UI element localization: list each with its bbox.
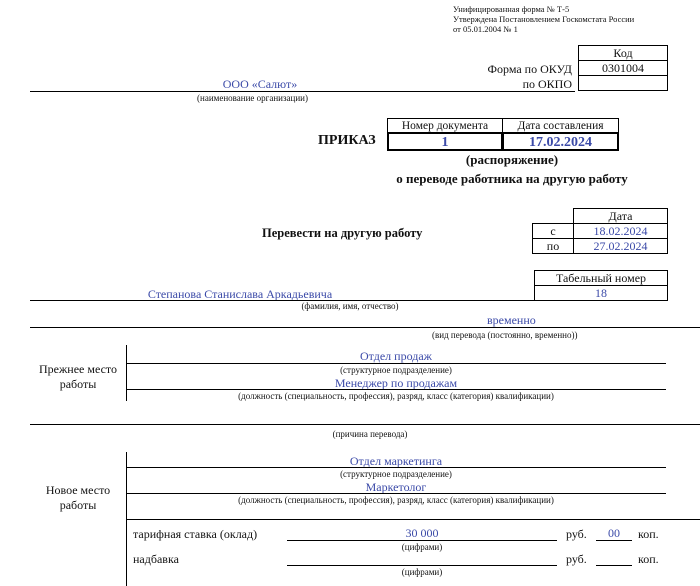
new-department-caption: (структурное подразделение) (340, 469, 452, 479)
okud-label: Форма по ОКУД (487, 62, 572, 76)
doc-date-value[interactable]: 17.02.2024 (502, 132, 619, 151)
form-header-line2: Утверждена Постановлением Госкомстата России (453, 14, 635, 24)
bonus-label: надбавка (133, 552, 179, 566)
transfer-label: Перевести на другую работу (262, 226, 423, 240)
organization-line (30, 91, 575, 92)
order-subtitle2: о переводе работника на другую работу (396, 171, 628, 186)
form-header-line1: Унифицированная форма № Т-5 (453, 4, 570, 14)
new-label-line1: Новое место (45, 483, 111, 497)
bonus-kop-line[interactable] (596, 565, 632, 566)
organization-caption: (наименование организации) (197, 93, 308, 103)
bonus-line[interactable] (287, 565, 557, 566)
form-header-line3: от 05.01.2004 № 1 (453, 24, 518, 34)
new-position-line (126, 493, 666, 494)
previous-label-line1: Прежнее место (39, 362, 117, 376)
doc-number-header: Номер документа (387, 118, 503, 133)
previous-label-line2: работы (59, 377, 97, 391)
from-date[interactable]: 18.02.2024 (573, 223, 668, 239)
transfer-type-value[interactable]: временно (487, 313, 536, 327)
doc-number-value[interactable]: 1 (387, 132, 503, 151)
rate-caption: (цифрами) (401, 542, 443, 552)
previous-workplace-label (30, 362, 126, 392)
code-header-cell: Код (578, 45, 668, 61)
tab-number-value[interactable]: 18 (534, 285, 668, 301)
date-header: Дата (573, 208, 668, 224)
rate-kop-value[interactable]: 00 (608, 526, 620, 540)
bonus-kop-label: коп. (638, 552, 659, 566)
bonus-rub-label: руб. (566, 552, 587, 566)
reason-line[interactable] (30, 424, 700, 425)
rate-kop-line (596, 540, 632, 541)
reason-caption: (причина перевода) (332, 429, 408, 439)
transfer-type-line (30, 327, 700, 328)
organization-name[interactable]: ООО «Салют» (222, 77, 298, 91)
previous-position[interactable]: Менеджер по продажам (334, 376, 458, 390)
rate-kop-label: коп. (638, 527, 659, 541)
previous-position-caption: (должность (специальность, профессия), разряд, класс (категория) квалификации) (238, 391, 554, 401)
new-position[interactable]: Маркетолог (365, 480, 427, 494)
rate-rub-label: руб. (566, 527, 587, 541)
previous-department[interactable]: Отдел продаж (360, 349, 432, 363)
tab-number-header: Табельный номер (534, 270, 668, 286)
new-workplace-label (30, 483, 126, 513)
new-label-line2: работы (59, 498, 97, 512)
employee-name[interactable]: Степанова Станислава Аркадьевича (147, 287, 333, 301)
rate-line (287, 540, 557, 541)
rate-label: тарифная ставка (оклад) (133, 527, 258, 541)
new-divider-line (126, 519, 700, 520)
to-label: по (532, 238, 574, 254)
from-label: с (532, 223, 574, 239)
employee-caption: (фамилия, имя, отчество) (301, 301, 399, 311)
previous-position-line (126, 389, 666, 390)
new-position-caption: (должность (специальность, профессия), разряд, класс (категория) квалификации) (238, 495, 554, 505)
doc-date-header: Дата составления (502, 118, 619, 133)
transfer-type-caption: (вид перевода (постоянно, временно)) (432, 330, 578, 340)
to-date[interactable]: 27.02.2024 (573, 238, 668, 254)
order-title: ПРИКАЗ (318, 133, 376, 148)
order-subtitle1: (распоряжение) (465, 152, 559, 167)
new-department-line (126, 467, 666, 468)
form-header (453, 4, 634, 34)
new-department[interactable]: Отдел маркетинга (349, 454, 443, 468)
bonus-caption: (цифрами) (401, 567, 443, 577)
rate-value[interactable]: 30 000 (405, 526, 439, 540)
okud-value: 0301004 (578, 60, 668, 76)
okpo-value[interactable] (578, 75, 668, 91)
okpo-label: по ОКПО (522, 77, 572, 91)
previous-department-caption: (структурное подразделение) (340, 365, 452, 375)
previous-department-line (126, 363, 666, 364)
